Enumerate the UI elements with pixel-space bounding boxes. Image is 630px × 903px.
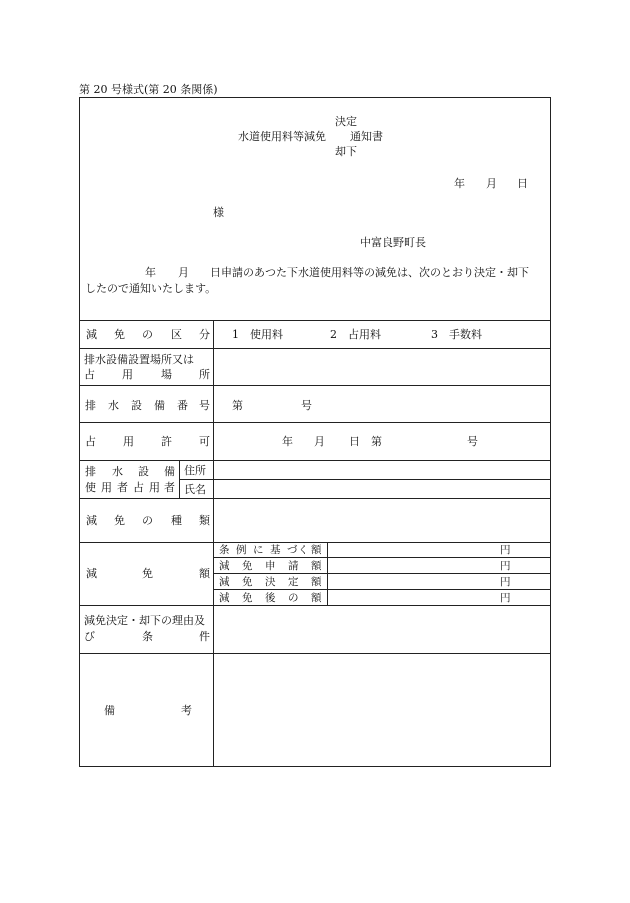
label-user-b3: 者 <box>117 481 128 494</box>
label-permit-2: 用 <box>123 435 134 448</box>
label-facility-3: 設 <box>131 399 142 412</box>
amount-request-label-2: 免 <box>242 560 253 572</box>
facility-number-prefix: 第 <box>232 399 243 412</box>
amount-decided-label-2: 免 <box>242 576 253 588</box>
label-reason-b1: び <box>84 630 95 643</box>
label-type-5: 類 <box>199 514 210 527</box>
amount-decided-label-3: 決 <box>265 576 276 588</box>
amount-ordinance-label-6: く <box>298 544 309 556</box>
rule-amount-column <box>327 542 328 605</box>
amount-request-unit: 円 <box>500 560 511 572</box>
amount-ordinance-unit: 円 <box>500 544 511 556</box>
label-permit-1: 占 <box>85 435 96 448</box>
body-text-line2: したので通知いたします。 <box>85 282 217 295</box>
title-rejection: 却下 <box>335 145 357 158</box>
amount-ordinance-label-7: 額 <box>311 544 322 556</box>
permit-number-suffix: 号 <box>467 435 478 448</box>
label-permit-3: 許 <box>161 435 172 448</box>
label-category-3: の <box>142 328 153 341</box>
label-remarks-2: 考 <box>181 704 192 717</box>
amount-after-label-5: 額 <box>311 592 322 604</box>
form-caption: 第 20 号様式(第 20 条関係) <box>79 83 218 96</box>
label-amount-3: 額 <box>199 567 210 580</box>
label-location-line1: 排水設備設置場所又は <box>84 353 194 366</box>
title-decision: 決定 <box>335 115 357 128</box>
permit-day: 日 <box>349 435 360 448</box>
amount-decided-label-5: 額 <box>311 576 322 588</box>
label-category-2: 免 <box>114 328 125 341</box>
date-year: 年 <box>454 177 465 190</box>
label-amount-1: 減 <box>86 567 97 580</box>
label-user-a1: 排 <box>85 465 96 478</box>
amount-request-label-4: 請 <box>288 560 299 572</box>
rule-8 <box>79 605 551 606</box>
amount-request-label-5: 額 <box>311 560 322 572</box>
body-month: 月 <box>178 266 189 279</box>
amount-after-label-4: の <box>288 592 299 604</box>
rule-user-column <box>179 460 180 498</box>
permit-number-prefix: 第 <box>371 435 382 448</box>
label-category-4: 区 <box>171 328 182 341</box>
rule-6 <box>79 498 551 499</box>
amount-ordinance-label-3: に <box>253 544 264 556</box>
label-user-a4: 備 <box>164 465 175 478</box>
label-facility-4: 備 <box>154 399 165 412</box>
label-facility-2: 水 <box>108 399 119 412</box>
label-type-2: 免 <box>114 514 125 527</box>
amount-after-label-3: 後 <box>265 592 276 604</box>
label-user-b4: 占 <box>133 481 144 494</box>
label-user-b2: 用 <box>101 481 112 494</box>
rule-9 <box>79 653 551 654</box>
rule-1 <box>79 320 551 321</box>
label-reason-b2: 条 <box>142 630 153 643</box>
amount-ordinance-label-1: 条 <box>219 544 230 556</box>
rule-label-column <box>213 320 214 767</box>
label-facility-1: 排 <box>85 399 96 412</box>
permit-year: 年 <box>282 435 293 448</box>
label-category-5: 分 <box>199 328 210 341</box>
amount-ordinance-label-4: 基 <box>270 544 281 556</box>
label-reason-b3: 件 <box>199 630 210 643</box>
label-category-1: 減 <box>86 328 97 341</box>
amount-decided-label-4: 定 <box>288 576 299 588</box>
label-location-b: 用 <box>122 368 133 381</box>
title-suffix: 通知書 <box>350 130 383 143</box>
rule-4 <box>79 422 551 423</box>
category-option-usage-fee: 1 使用料 <box>232 328 283 341</box>
issuer-name: 中富良野町長 <box>360 236 426 249</box>
date-month: 月 <box>486 177 497 190</box>
label-user-b1: 使 <box>85 481 96 494</box>
amount-decided-unit: 円 <box>500 576 511 588</box>
user-name-label: 氏名 <box>184 483 206 496</box>
title-main: 水道使用料等減免 <box>238 130 326 143</box>
addressee-suffix: 様 <box>213 206 224 219</box>
label-user-b5: 用 <box>149 481 160 494</box>
amount-after-label-2: 免 <box>242 592 253 604</box>
label-type-3: の <box>142 514 153 527</box>
rule-3 <box>79 385 551 386</box>
body-year: 年 <box>145 266 156 279</box>
body-text: 日申請のあつた下水道使用料等の減免は、次のとおり決定・却下 <box>210 266 529 279</box>
label-type-1: 減 <box>86 514 97 527</box>
label-type-4: 種 <box>171 514 182 527</box>
category-option-handling-fee: 3 手数料 <box>431 328 482 341</box>
rule-5 <box>79 460 551 461</box>
permit-month: 月 <box>314 435 325 448</box>
rule-amount-2 <box>214 573 551 574</box>
user-address-label: 住所 <box>184 464 206 477</box>
amount-request-label-3: 申 <box>265 560 276 572</box>
date-day: 日 <box>517 177 528 190</box>
amount-after-unit: 円 <box>500 592 511 604</box>
amount-ordinance-label-5: づ <box>287 544 298 556</box>
amount-request-label-1: 減 <box>219 560 230 572</box>
label-amount-2: 免 <box>142 567 153 580</box>
rule-2 <box>79 348 551 349</box>
label-user-a3: 設 <box>138 465 149 478</box>
rule-user-split <box>179 479 551 480</box>
label-facility-5: 番 <box>177 399 188 412</box>
rule-7 <box>79 542 551 543</box>
rule-amount-3 <box>214 589 551 590</box>
label-user-b6: 者 <box>164 481 175 494</box>
label-user-a2: 水 <box>112 465 123 478</box>
label-location-d: 所 <box>199 368 210 381</box>
amount-decided-label-1: 減 <box>219 576 230 588</box>
category-option-occupancy-fee: 2 占用料 <box>330 328 381 341</box>
label-reason-line1: 減免決定・却下の理由及 <box>84 614 205 627</box>
label-facility-6: 号 <box>199 399 210 412</box>
label-remarks-1: 備 <box>104 704 115 717</box>
label-location-c: 場 <box>161 368 172 381</box>
amount-ordinance-label-2: 例 <box>236 544 247 556</box>
facility-number-suffix: 号 <box>301 399 312 412</box>
label-location-a: 占 <box>84 368 95 381</box>
label-permit-4: 可 <box>199 435 210 448</box>
amount-after-label-1: 減 <box>219 592 230 604</box>
rule-amount-1 <box>214 557 551 558</box>
notice-form <box>79 97 551 767</box>
